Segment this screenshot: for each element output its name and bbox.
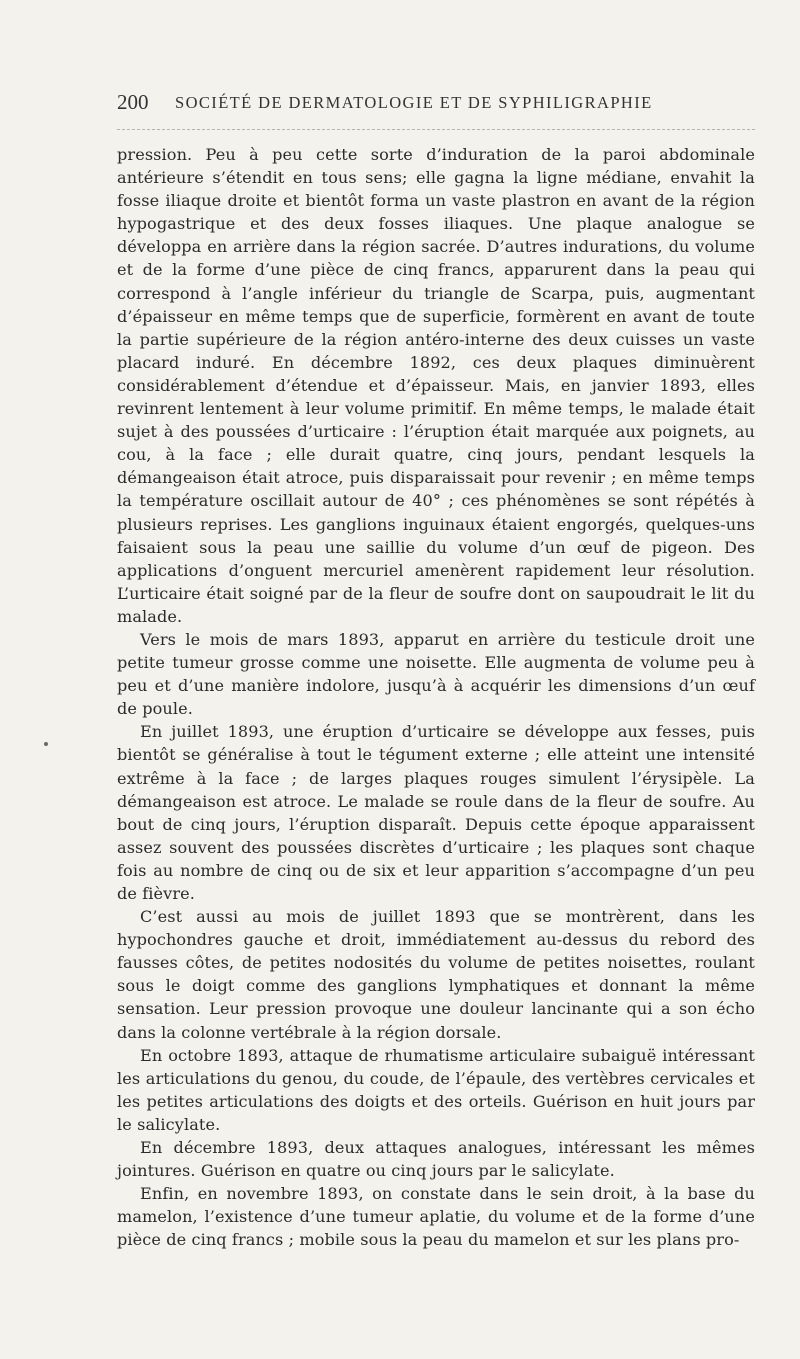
- paragraph: C’est aussi au mois de juillet 1893 que se montrèrent, dans les hypochondres gauche et droit, immédiatement au-dessus du rebord des fausses côtes, de petites nodosités du volume de petites noisettes, roulant sous le doigt comme des ganglions lymphatiques et donnant la même sensation. Leur pression provoque une douleur lancinante qui a son écho dans la colonne vertébrale à la région dorsale.: [117, 907, 755, 1042]
- paragraph: En octobre 1893, attaque de rhumatisme articulaire subaiguë intéressant les articulations du genou, du coude, de l’épaule, des vertèbres cervicales et les petites articulations des doigts et des orteils. Guérison en huit jours par le salicylate.: [117, 1045, 755, 1134]
- paragraph: Vers le mois de mars 1893, apparut en arrière du testicule droit une petite tumeur grosse comme une noisette. Elle augmenta de volume peu à peu et d’une manière indolore, jusqu’à à acquérir les dimensions d’un œuf de poule.: [117, 629, 755, 719]
- paragraph: Enfin, en novembre 1893, on constate dans le sein droit, à la base du mamelon, l’existence d’une tumeur aplatie, du volume et de la forme d’une pièce de cinq francs ; mobile sous la peau du mamelon et sur les plans pro-: [117, 1184, 755, 1250]
- margin-speck: [44, 742, 48, 746]
- paragraph: En juillet 1893, une éruption d’urticaire se développe aux fesses, puis bientôt se généralise à tout le tégument externe ; elle atteint une intensité extrême à la face ; de larges plaques rouges simulent l’érysipèle. La démangeaison est atroce. Le malade se roule dans de la fleur de soufre. Au bout de cinq jours, l’éruption disparaît. Depuis cette époque apparaissent assez souvent des poussées discrètes d’urticaire ; les plaques sont chaque fois au nombre de cinq ou de six et leur apparition s’accompagne d’un peu de fièvre.: [117, 722, 755, 903]
- paragraph-continued: pression. Peu à peu cette sorte d’induration de la paroi abdominale antérieure s’étendit en tous sens; elle gagna la ligne médiane, envahit la fosse iliaque droite et bientôt forma un vaste plastron en avant de la région hypogastrique et des deux fosses iliaques. Une plaque analogue se développa en arrière dans la région sacrée. D’autres indurations, du volume et de la forme d’une pièce de cinq francs, apparurent dans la peau qui correspond à l’angle inférieur du triangle de Scarpa, puis, augmentant d’épaisseur en même temps que de superficie, formèrent en avant de toute la partie supérieure de la région antéro-interne des deux cuisses un vaste placard induré. En décembre 1892, ces deux plaques diminuèrent considérablement d’étendue et d’épaisseur. Mais, en janvier 1893, elles revinrent lentement à leur volume primitif. En même temps, le malade était sujet à des poussées d’urticaire : l’éruption était marquée aux poignets, au cou, à la face ; elle durait quatre, cinq jours, pendant lesquels la démangeaison était atroce, puis disparaissait pour revenir ; en même temps la température oscillait autour de 40° ; ces phénomènes se sont répétés à plusieurs reprises. Les ganglions inguinaux étaient engorgés, quelques-uns faisaient sous la peau une saillie du volume d’un œuf de pigeon. Des applications d’onguent mercuriel amenèrent rapidement leur résolution. L’urticaire était soigné par de la fleur de soufre dont on saupoudrait le lit du malade.: [117, 145, 755, 626]
- page-header: [117, 90, 757, 116]
- running-title: SOCIÉTÉ DE DERMATOLOGIE ET DE SYPHILIGRAPHIE: [175, 93, 653, 112]
- body-text: [117, 143, 755, 1252]
- header-rule: [117, 129, 755, 130]
- page-number: 200: [117, 90, 149, 114]
- paragraph: En décembre 1893, deux attaques analogues, intéressant les mêmes jointures. Guérison en quatre ou cinq jours par le salicylate.: [117, 1138, 755, 1181]
